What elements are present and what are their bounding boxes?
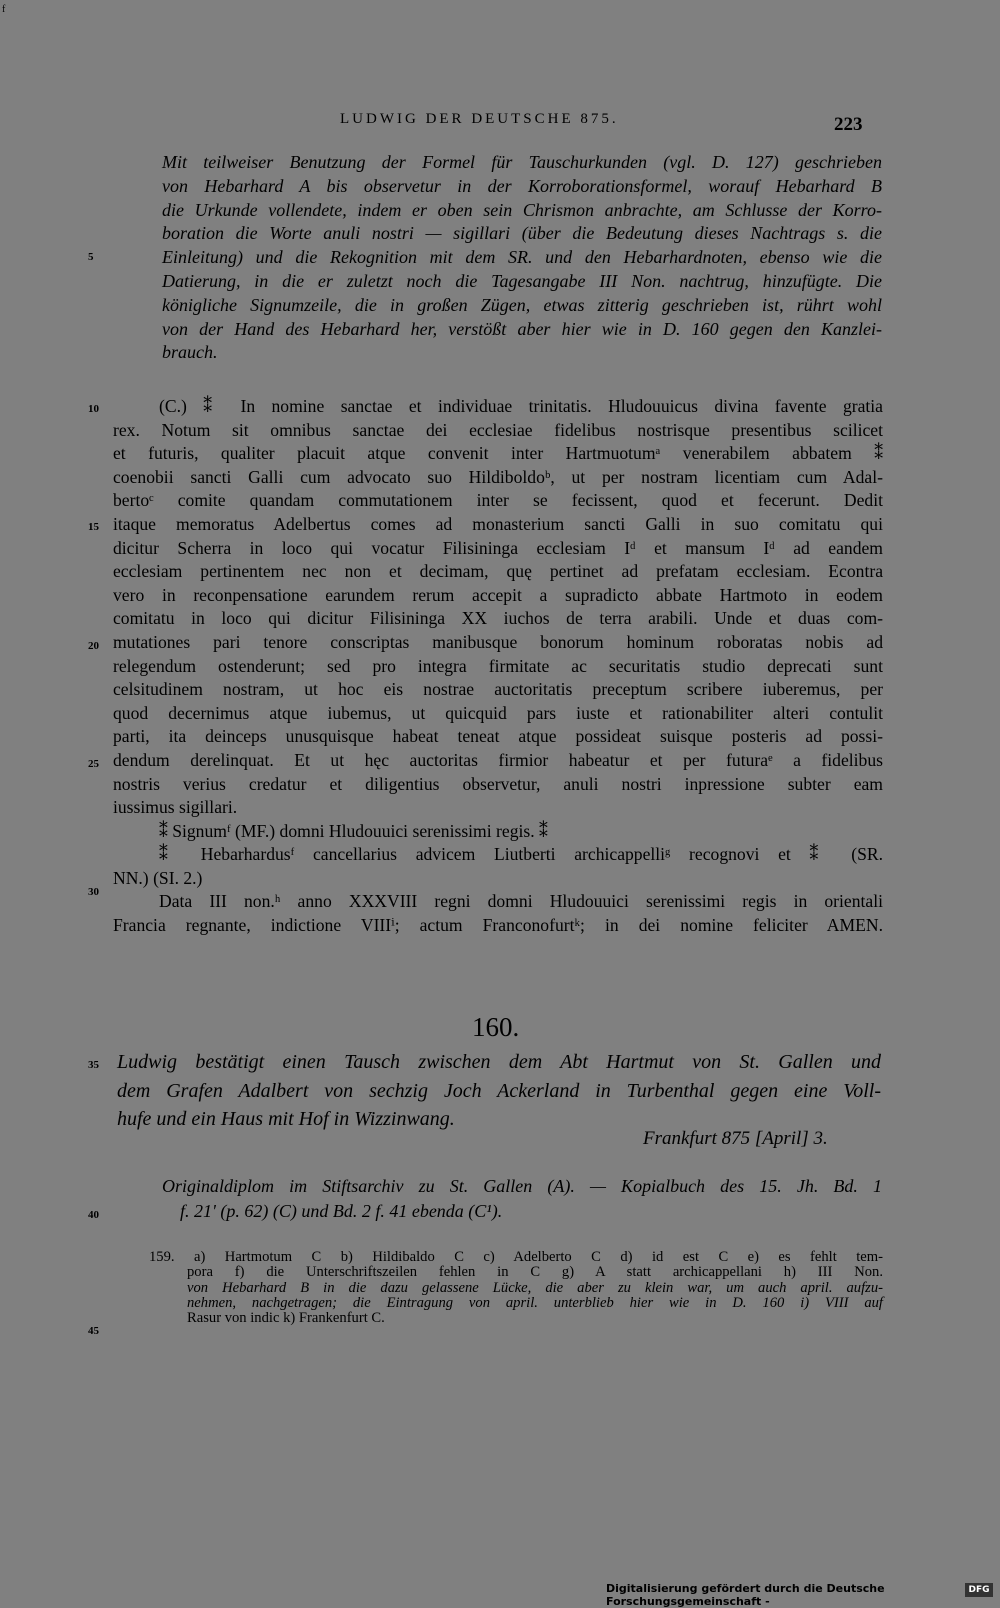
source-line: Originaldiplom im Stiftsarchiv zu St. Gallen (A). — Kopialbuch des 15. Jh. Bd. 1 [162, 1176, 882, 1196]
charter-line: dendum derelinquat. Et ut hęc auctoritas firmior habeatur et per futuraᵉ a fidelibus [113, 749, 883, 770]
line-number: 30 [88, 886, 99, 898]
charter-line: dicitur Scherra in loco qui vocatur Filisininga ecclesiam Iᵈ et mansum Iᵈ ad eandem [113, 537, 883, 558]
intro-line: boration die Worte anuli nostri — sigillari (über die Bedeutung dieses Nachtrags s. die [162, 223, 882, 244]
intro-line: von Hebarhard A bis observetur in der Korroborationsformel, worauf Hebarhard B [162, 175, 882, 196]
line-number: 45 [88, 1325, 99, 1337]
intro-line: königliche Signumzeile, die in großen Zügen, etwas zitterig geschrieben ist, rührt wohl [162, 294, 882, 315]
charter-line: itaque memoratus Adelbertus comes ad monasterium sancti Galli in suo comitatu qui [113, 513, 883, 534]
charter-line: coenobii sancti Galli cum advocato suo Hildiboldoᵇ, ut per nostram licentiam cum Adal- [113, 466, 883, 487]
line-number: 20 [88, 640, 99, 652]
charter-line: et futuris, qualiter placuit atque convenit inter Hartmuotumᵃ venerabilem abbatem ⁑ [113, 443, 883, 464]
footnote-line: Rasur von indic k) Frankenfurt C. [187, 1310, 385, 1327]
charter-line: quod decernimus atque iubemus, ut quicquid pars iuste et rationabiliter alteri contulit [113, 702, 883, 723]
charter-line: comitatu in loco qui dicitur Filisininga XX iuchos de terra arabili. Unde et duas com- [113, 608, 883, 629]
line-number: 25 [88, 758, 99, 770]
charter-line: nostris verius credatur et diligentius observetur, anuli nostri inpressione subter eam [113, 773, 883, 794]
intro-line: brauch. [162, 342, 218, 363]
charter-line: (C.) ⁑ In nomine sanctae et individuae trinitatis. Hludouuicus divina favente gratia [159, 396, 883, 416]
footnote-line: 159. a) Hartmotum C b) Hildibaldo C c) Adelberto C d) id est C e) es fehlt tem- [149, 1249, 883, 1265]
page-number: 223 [834, 114, 863, 135]
regest-summary [117, 1048, 881, 1134]
charter-line: celsitudinem nostram, ut hoc eis nostrae auctoritatis preceptum scribere iuberemus, per [113, 679, 883, 700]
summary-line: Ludwig bestätigt einen Tausch zwischen dem Abt Hartmut von St. Gallen und [117, 1051, 881, 1073]
digitization-credit: Digitalisierung gefördert durch die Deutsche Forschungsgemeinschaft - [606, 1582, 885, 1608]
intro-commentary [162, 151, 882, 365]
line-number: 35 [88, 1059, 99, 1071]
charter-line: rex. Notum sit omnibus sanctae dei ecclesiae fidelibus nostrisque presentibus scilicet [113, 419, 883, 440]
intro-line: Einleitung) und die Rekognition mit dem SR. und den Hebarhardnoten, ebenso wie die [162, 247, 882, 268]
charter-line: vero in reconpensatione earundem rerum accepit a supradicto abbate Hartmoto in eodem [113, 584, 883, 605]
charter-text [113, 395, 883, 938]
intro-line: Datierung, in die er zuletzt noch die Tagesangabe III Non. nachtrug, hinzufügte. Die [162, 270, 882, 291]
intro-line: die Urkunde vollendete, indem er oben sein Chrismon anbrachte, am Schlusse der Korro- [162, 199, 882, 220]
footnote-line: pora f) die Unterschriftszeilen fehlen in C g) A statt archicappellani h) III Non. [187, 1264, 883, 1281]
charter-line: mutationes pari tenore conscriptas manibusque bonorum hominum roboratas nobis ad [113, 631, 883, 652]
line-number: 5 [88, 251, 94, 263]
charter-line: bertoᶜ comite quandam commutationem inter se fecissent, quod et fecerunt. Dedit [113, 490, 883, 511]
charter-line: parti, ita deinceps unusquisque habeat teneat atque possideat suisque posteris ad possi- [113, 726, 883, 747]
intro-line: Mit teilweiser Benutzung der Formel für Tauschurkunden (vgl. D. 127) geschrieben [162, 152, 882, 172]
dfg-logo: DFG [965, 1583, 993, 1597]
summary-line: dem Grafen Adalbert von sechzig Joch Ackerland in Turbenthal gegen eine Voll- [117, 1079, 881, 1102]
line-number: 10 [88, 403, 99, 415]
footnote-line: nehmen, nachgetragen; die Eintragung von april. unterblieb hier wie in D. 160 i) VIII auf [187, 1294, 883, 1311]
running-title: LUDWIG DER DEUTSCHE 875. [340, 111, 619, 127]
charter-line: relegendum ostenderunt; sed pro integra firmitate ac securitatis studio deprecati sunt [113, 655, 883, 676]
date-place: Frankfurt 875 [April] 3. [643, 1128, 828, 1149]
dating-line: Data III non.ʰ anno XXXVIII regni domni Hludouuici serenissimi regis in orientali [159, 891, 883, 912]
line-number: 15 [88, 521, 99, 533]
signum-line: ⁑ Signumᶠ (MF.) domni Hludouuici serenissimi regis. ⁑ [159, 820, 548, 841]
source-line: f. 21' (p. 62) (C) und Bd. 2 f. 41 ebenda (C¹). [180, 1200, 503, 1221]
intro-line: von der Hand des Hebarhard her, verstößt aber hier wie in D. 160 gegen den Kanzlei- [162, 318, 882, 339]
recognition-line: ⁑ Hebarhardusᶠ cancellarius advicem Liutberti archicappelliᵍ recognovi et ⁑ (SR. [159, 844, 883, 865]
footnotes [149, 1250, 883, 1326]
footnote-line: von Hebarhard B in die dazu gelassene Lücke, die aber zu klein war, um auch april. aufzu- [187, 1279, 883, 1296]
line-number: 40 [88, 1209, 99, 1221]
dating-line: Francia regnante, indictione VIIIⁱ; actum Franconofurtᵏ; in dei nomine feliciter AMEN. [113, 915, 883, 936]
summary-line: hufe und ein Haus mit Hof in Wizzinwang. [117, 1108, 455, 1130]
charter-line: ecclesiam pertinentem nec non et decimam, quę pertinet ad prefatam ecclesiam. Econtra [113, 561, 883, 582]
corner-mark: f [2, 4, 6, 15]
document-number: 160. [472, 1012, 520, 1042]
charter-line: iussimus sigillari. [113, 797, 238, 818]
source-description [162, 1174, 882, 1223]
recognition-line: NN.) (SI. 2.) [113, 867, 203, 888]
